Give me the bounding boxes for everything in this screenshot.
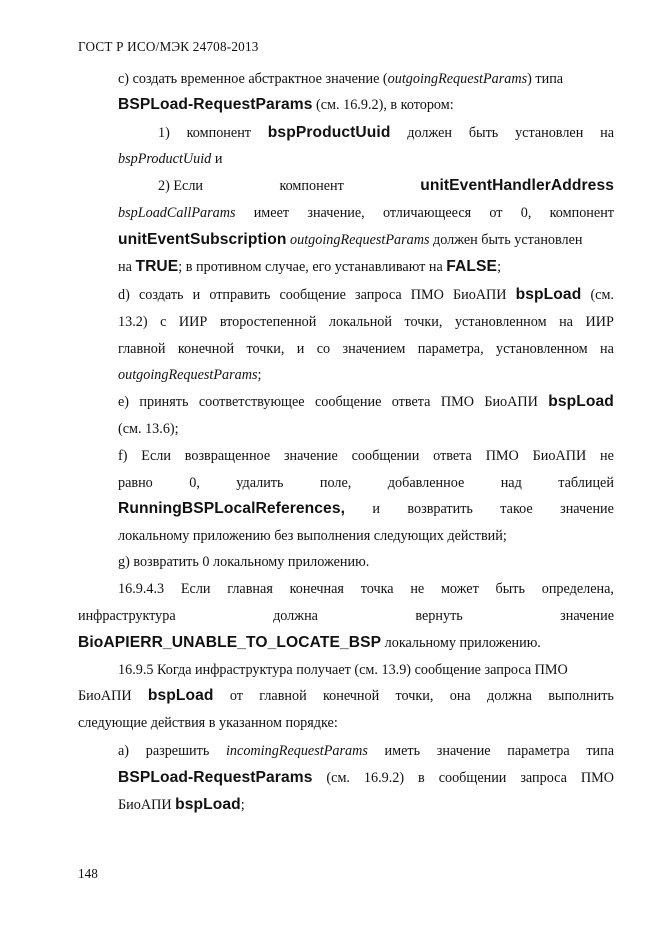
word: сообщение	[314, 394, 382, 410]
word: быть	[495, 581, 525, 597]
word: должен	[407, 125, 453, 141]
word: ИИР	[178, 314, 208, 330]
list-item-a	[118, 742, 614, 760]
word: параметра	[507, 743, 570, 759]
word: Если	[141, 448, 171, 464]
word: над	[500, 475, 522, 491]
word: 1)	[158, 125, 170, 141]
word: имеет	[253, 205, 290, 221]
justified-line	[118, 500, 614, 518]
justified-line	[78, 687, 614, 705]
word: второстепенной	[219, 314, 317, 330]
word: вернуть	[415, 608, 463, 624]
word: отправить	[209, 287, 271, 303]
param-name: bspLoadCallParams	[118, 205, 236, 221]
justified-line	[78, 607, 614, 625]
word: от	[229, 688, 243, 704]
text: БиоАПИ	[118, 797, 176, 813]
message-name: bspLoad	[548, 393, 614, 410]
word: компонент	[279, 178, 344, 194]
text: c) создать временное абстрактное значение (	[118, 71, 388, 87]
word: БиоАПИ	[452, 287, 507, 303]
text: и	[211, 151, 223, 167]
list-item-c	[118, 70, 563, 88]
paragraph-line	[118, 96, 454, 114]
word: с	[160, 314, 167, 330]
type-name: BSPLoad-RequestParams	[118, 96, 313, 113]
word: БиоАПИ	[78, 688, 132, 704]
justified-line	[118, 769, 614, 787]
constant-false: FALSE	[446, 258, 498, 275]
text: должен быть установлен	[429, 232, 583, 248]
word: установленном	[454, 314, 547, 330]
word: 2) Если	[158, 178, 204, 194]
word: 0,	[520, 205, 532, 221]
text: ; в противном случае, его устанавливают на	[178, 259, 447, 275]
word: возвращенное	[184, 448, 271, 464]
component-name: bspProductUuid	[267, 124, 391, 141]
word: таблицей	[558, 475, 614, 491]
paragraph-line	[118, 258, 501, 276]
standard-header: ГОСТ Р ИСО/МЭК 24708-2013	[78, 39, 259, 54]
clause-16-9-4-3	[118, 580, 614, 598]
word: значение	[560, 608, 614, 624]
param-name: outgoingRequestParams	[290, 232, 430, 248]
word: должна	[487, 688, 532, 704]
word: на	[600, 125, 614, 141]
word: 16.9.2)	[363, 770, 405, 786]
word: ИИР	[585, 314, 614, 330]
word: разрешить	[145, 743, 210, 759]
text: ) типа	[527, 71, 564, 87]
paragraph-line	[118, 231, 583, 249]
word: добавленное	[387, 475, 465, 491]
word: точки,	[404, 314, 443, 330]
word: Если	[180, 581, 211, 597]
word: она	[449, 688, 471, 704]
message-name: bspLoad	[147, 687, 214, 704]
word: соответствующее	[198, 394, 305, 410]
word: выполнить	[548, 688, 614, 704]
word: типа	[586, 743, 614, 759]
text: ;	[257, 367, 262, 383]
word: ПМО	[440, 394, 474, 410]
word: не	[600, 448, 614, 464]
text: на	[118, 259, 136, 275]
word: установленном	[496, 341, 588, 357]
list-item-g: g) возвратить 0 локальному приложению.	[118, 554, 370, 570]
message-name: bspLoad	[515, 286, 582, 303]
word: от	[489, 205, 503, 221]
word: такое	[500, 501, 533, 517]
word: ПМО	[485, 448, 519, 464]
text: (см. 16.9.2), в котором:	[312, 97, 454, 113]
paragraph-line: (см. 13.6);	[118, 421, 179, 437]
param-name: incomingRequestParams	[225, 743, 368, 759]
justified-line	[158, 177, 614, 195]
text: ;	[497, 259, 502, 275]
paragraph-line	[118, 366, 261, 384]
param-name: outgoingRequestParams	[118, 367, 258, 383]
type-name: BSPLoad-RequestParams	[118, 769, 313, 786]
word: ПМО	[580, 770, 614, 786]
word: 16.9.4.3	[118, 581, 165, 597]
text: локальному приложению.	[381, 635, 541, 651]
word: значением	[342, 341, 406, 357]
word: локальной	[328, 314, 392, 330]
text: ;	[240, 797, 245, 813]
word: ответа	[391, 394, 431, 410]
word: сообщении	[438, 770, 507, 786]
param-name: bspProductUuid	[118, 151, 212, 167]
word: отличающееся	[382, 205, 472, 221]
justified-line	[118, 340, 614, 358]
message-name: bspLoad	[175, 796, 241, 813]
word: не	[410, 581, 425, 597]
justified-line	[158, 124, 614, 142]
word: конечной	[323, 688, 380, 704]
word: создать	[138, 287, 184, 303]
word: запроса	[520, 770, 567, 786]
clause-16-9-5: 16.9.5 Когда инфраструктура получает (см. 13.9) сообщение запроса ПМО	[118, 662, 568, 678]
word: и	[372, 501, 381, 517]
word: главной	[118, 341, 166, 357]
word: a)	[118, 743, 130, 759]
justified-line	[118, 204, 614, 222]
word: БиоАПИ	[532, 448, 587, 464]
paragraph-line	[78, 634, 541, 652]
word: БиоАПИ	[484, 394, 538, 410]
justified-line	[118, 474, 614, 492]
word: должна	[273, 608, 318, 624]
word: точка	[360, 581, 394, 597]
word: сообщении	[351, 448, 420, 464]
word: ПМО	[410, 287, 444, 303]
word: точки,	[246, 341, 285, 357]
paragraph-line: следующие действия в указанном порядке:	[78, 715, 338, 731]
word: 0,	[189, 475, 200, 491]
word: поле,	[319, 475, 352, 491]
list-item-f	[118, 447, 614, 465]
word: компонент	[186, 125, 251, 141]
word: быть	[468, 125, 499, 141]
list-item-e	[118, 393, 614, 411]
word: 13.2)	[118, 314, 148, 330]
word: в	[418, 770, 425, 786]
word: значение	[560, 501, 614, 517]
paragraph-line	[118, 796, 245, 814]
page-number: 148	[78, 866, 98, 881]
word: инфраструктура	[78, 608, 176, 624]
paragraph-line	[118, 150, 222, 168]
word: параметра,	[417, 341, 484, 357]
word: определена,	[541, 581, 614, 597]
word: конечная	[289, 581, 344, 597]
word: принять	[139, 394, 189, 410]
word: d)	[118, 287, 130, 303]
word: компонент	[549, 205, 614, 221]
word: значение	[436, 743, 491, 759]
word: f)	[118, 448, 128, 464]
word: равно	[118, 475, 153, 491]
word: и	[192, 287, 201, 303]
word: точки,	[395, 688, 434, 704]
word: значение,	[307, 205, 365, 221]
list-item-d	[118, 286, 614, 304]
param-name: outgoingRequestParams	[387, 71, 528, 87]
word: значение	[283, 448, 338, 464]
constant-true: TRUE	[135, 258, 179, 275]
word: на	[559, 314, 573, 330]
word: на	[600, 341, 614, 357]
component-name: unitEventHandlerAddress	[420, 177, 614, 194]
word: со	[316, 341, 331, 357]
word: иметь	[384, 743, 421, 759]
word: (см.	[590, 287, 614, 303]
word: ответа	[433, 448, 472, 464]
word: удалить	[236, 475, 284, 491]
word: может	[440, 581, 479, 597]
word: запроса	[355, 287, 402, 303]
word: и	[296, 341, 305, 357]
word: сообщение	[279, 287, 346, 303]
word: установлен	[515, 125, 584, 141]
word: главной	[259, 688, 307, 704]
error-code: BioAPIERR_UNABLE_TO_LOCATE_BSP	[78, 634, 382, 651]
table-name: RunningBSPLocalReferences,	[118, 500, 346, 517]
paragraph-line: локальному приложению без выполнения следующих действий;	[118, 528, 507, 544]
word: (см.	[326, 770, 350, 786]
word: конечной	[177, 341, 235, 357]
word: e)	[118, 394, 130, 410]
word: возвратить	[407, 501, 473, 517]
word: главная	[227, 581, 273, 597]
component-name: unitEventSubscription	[118, 231, 287, 248]
justified-line	[118, 313, 614, 331]
